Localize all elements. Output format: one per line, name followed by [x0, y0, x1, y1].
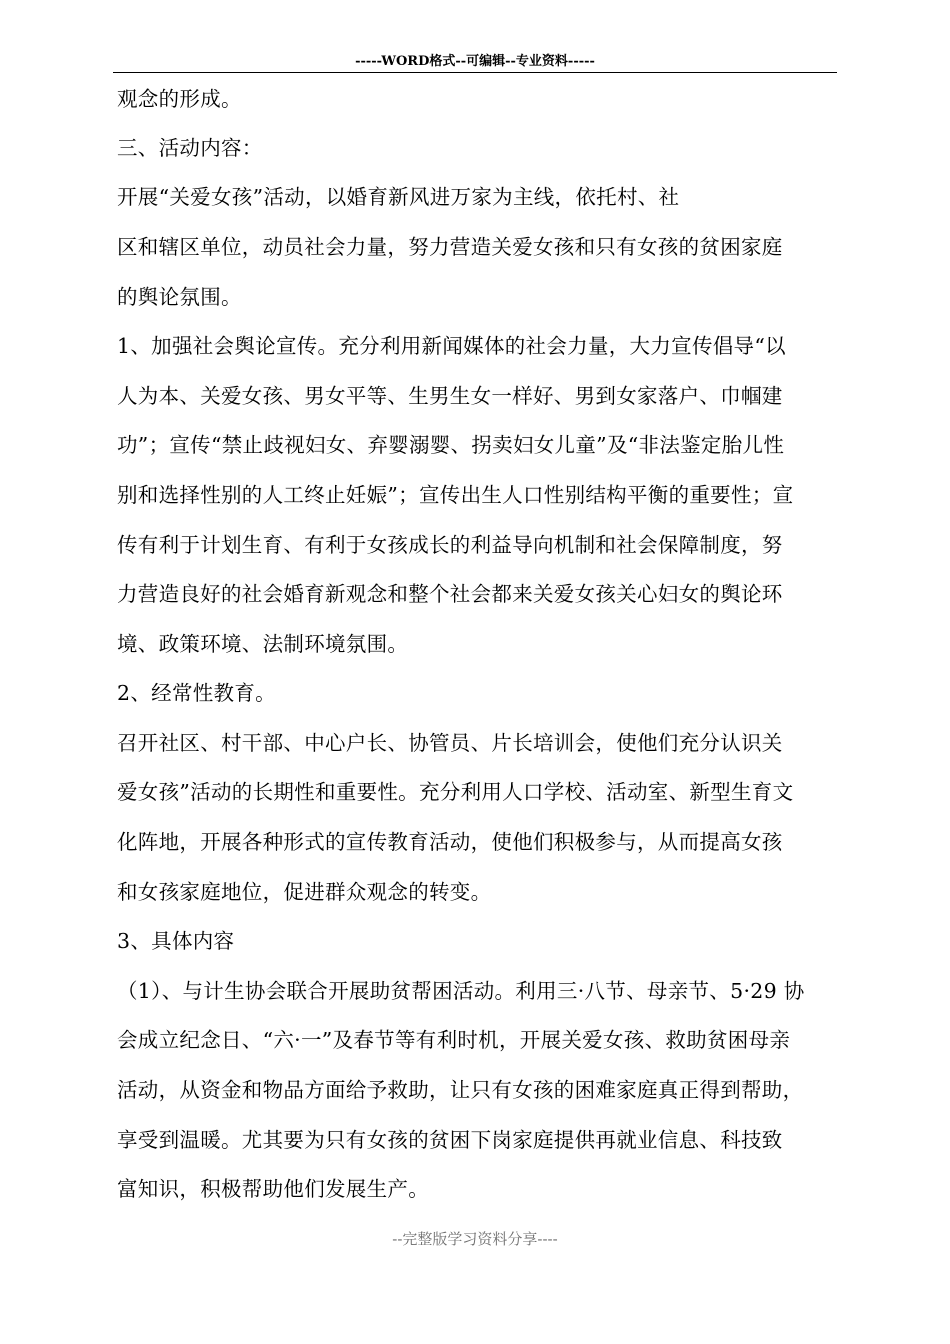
- body-line: 活动，从资金和物品方面给予救助，让只有女孩的困难家庭真正得到帮助，: [117, 1078, 804, 1102]
- body-line: 爱女孩”活动的长期性和重要性。充分利用人口学校、活动室、新型生育文: [117, 780, 794, 804]
- body-line: 传有利于计划生育、有利于女孩成长的利益导向机制和社会保障制度，努: [117, 533, 783, 557]
- page-footer: --完整版学习资料分享----: [392, 1230, 558, 1248]
- body-line: 开展“关爱女孩”活动，以婚育新风进万家为主线，依托村、社: [117, 185, 680, 209]
- body-line: 化阵地，开展各种形式的宣传教育活动，使他们积极参与，从而提高女孩: [117, 830, 783, 854]
- body-line: 别和选择性别的人工终止妊娠”；宣传出生人口性别结构平衡的重要性；宣: [117, 483, 794, 507]
- body-line: 的舆论氛围。: [117, 285, 242, 309]
- body-line: 召开社区、村干部、中心户长、协管员、片长培训会，使他们充分认识关: [117, 731, 783, 755]
- body-line: 富知识，积极帮助他们发展生产。: [117, 1177, 429, 1201]
- body-line: 享受到温暖。尤其要为只有女孩的贫困下岗家庭提供再就业信息、科技致: [117, 1128, 783, 1152]
- section-heading: 2、经常性教育。: [117, 681, 276, 705]
- body-line: 力营造良好的社会婚育新观念和整个社会都来关爱女孩关心妇女的舆论环: [117, 582, 783, 606]
- body-line: （1）、与计生协会联合开展助贫帮困活动。利用三·八节、母亲节、5·29 协: [117, 979, 805, 1003]
- body-line: 功”；宣传“禁止歧视妇女、弃婴溺婴、拐卖妇女儿童”及“非法鉴定胎儿性: [117, 433, 785, 457]
- section-heading: 三、活动内容：: [117, 136, 263, 160]
- body-line: 人为本、关爱女孩、男女平等、生男生女一样好、男到女家落户、巾帼建: [117, 384, 783, 408]
- body-line: 1、加强社会舆论宣传。充分利用新闻媒体的社会力量，大力宣传倡导“以: [117, 334, 786, 358]
- page-header: -----WORD格式--可编辑--专业资料-----: [355, 54, 595, 69]
- body-line: 和女孩家庭地位，促进群众观念的转变。: [117, 880, 492, 904]
- body-line: 观念的形成。: [117, 87, 242, 111]
- section-heading: 3、具体内容: [117, 929, 235, 953]
- body-line: 区和辖区单位，动员社会力量，努力营造关爱女孩和只有女孩的贫困家庭: [117, 235, 783, 259]
- body-line: 会成立纪念日、“六·一”及春节等有利时机，开展关爱女孩、救助贫困母亲: [117, 1028, 791, 1052]
- header-divider: [113, 72, 837, 73]
- body-line: 境、政策环境、法制环境氛围。: [117, 632, 409, 656]
